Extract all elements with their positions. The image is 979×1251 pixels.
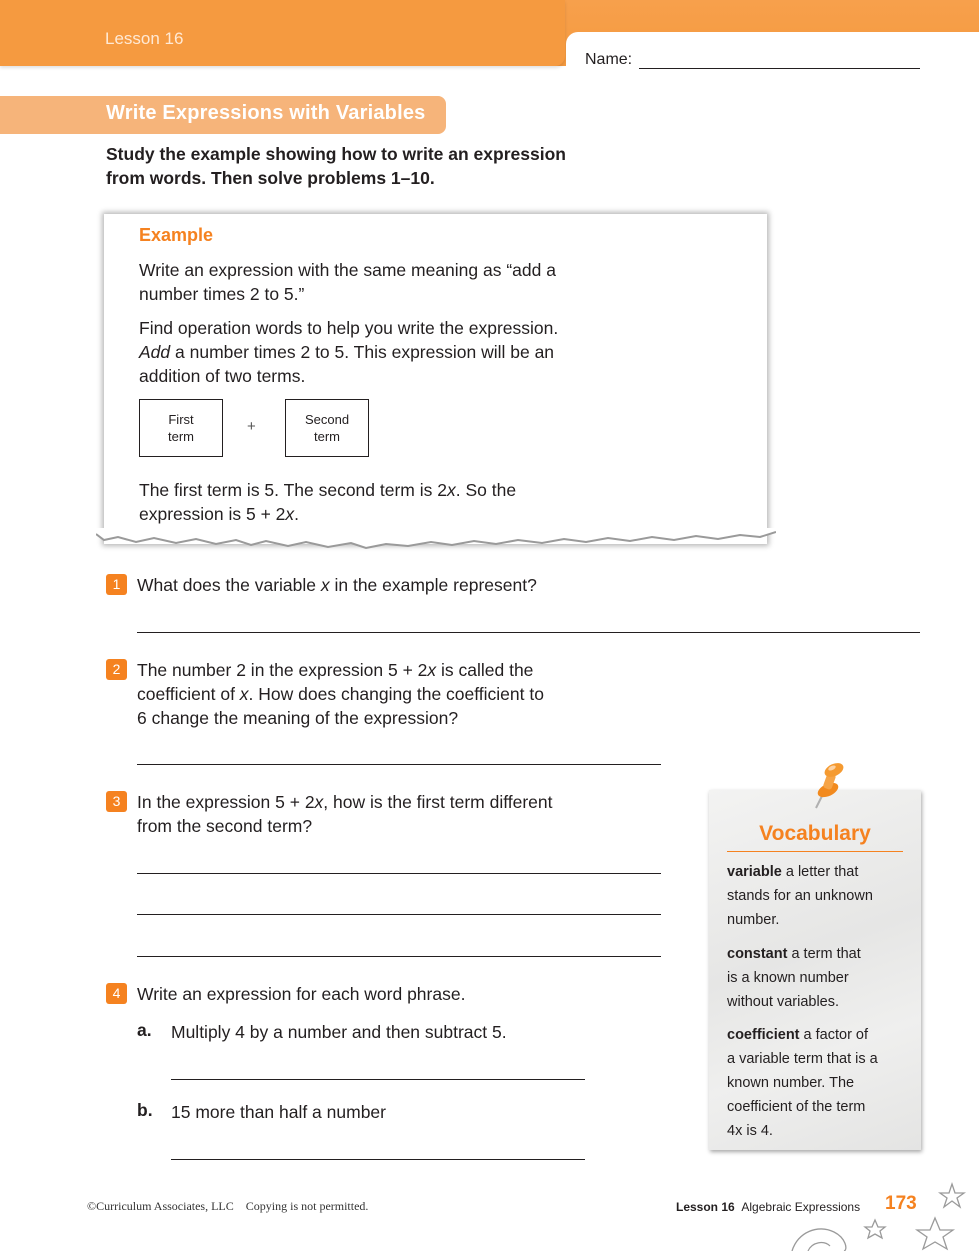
example-text-line: number times 2 to 5.” <box>139 284 305 304</box>
problem-text-line <box>137 682 544 706</box>
vocab-entry-constant <box>727 942 902 1014</box>
example-text-line <box>139 502 609 526</box>
vocabulary-title: Vocabulary <box>759 822 871 845</box>
vocab-line: coefficient of the term <box>727 1099 866 1115</box>
example-text-line: Write an expression with the same meaning as “add a <box>139 260 556 280</box>
text-span: in the example represent? <box>329 575 537 595</box>
vocab-line: number. <box>727 912 780 928</box>
vocab-line: is a known number <box>727 970 849 986</box>
problem-2-text <box>137 658 544 730</box>
vocab-line: stands for an unknown <box>727 888 873 904</box>
vocab-line: a variable term that is a <box>727 1051 878 1067</box>
text-span: . So the <box>455 480 517 500</box>
text-span: What does the variable <box>137 575 321 595</box>
page-number: 173 <box>885 1193 917 1214</box>
box-label: Second <box>304 412 350 427</box>
vocab-line <box>727 1023 902 1047</box>
instructions-line: Study the example showing how to write an expression <box>106 144 566 164</box>
lesson-tab <box>0 0 565 66</box>
vocab-text: a term that <box>787 946 861 962</box>
problem-text-line <box>137 790 553 814</box>
vocab-term: coefficient <box>727 1027 800 1043</box>
copyright-notice: ©Curriculum Associates, LLC Copying is not permitted. <box>87 1199 369 1213</box>
vocab-text: 4x <box>727 1123 743 1139</box>
vocab-text: is 4. <box>742 1123 773 1139</box>
vocab-term: constant <box>727 946 788 962</box>
problem-4-text: Write an expression for each word phrase. <box>137 984 466 1004</box>
variable-x: x <box>446 480 456 500</box>
example-text-span: a number times 2 to 5. This expression will be an <box>170 342 555 362</box>
vocab-text: a factor of <box>799 1027 869 1043</box>
example-label: Example <box>139 225 214 245</box>
name-field[interactable] <box>639 68 920 69</box>
box-label: term <box>168 429 194 444</box>
vocab-term: variable <box>727 864 782 880</box>
name-label: Name: <box>585 51 633 68</box>
answer-line[interactable] <box>137 956 661 957</box>
lesson-tag: Lesson 16 <box>105 29 184 48</box>
problem-text-line: from the second term? <box>137 816 313 836</box>
example-text-line: addition of two terms. <box>139 366 306 386</box>
text-span: The first term is 5. The second term is 2 <box>139 480 447 500</box>
vocab-line <box>727 860 902 884</box>
footer-lesson-number: Lesson 16 <box>676 1200 735 1214</box>
text-span: In the expression 5 + 2 <box>137 792 315 812</box>
answer-line[interactable] <box>137 632 920 633</box>
text-span: . <box>294 504 300 524</box>
vocab-entry-coefficient <box>727 1023 902 1143</box>
example-text-line <box>139 478 609 502</box>
text-span: , how is the first term different <box>323 792 553 812</box>
footer-lesson-title: Algebraic Expressions <box>741 1200 861 1214</box>
decorative-stars-icon <box>790 1180 979 1251</box>
box-label: First <box>168 412 194 427</box>
vocabulary-divider <box>727 851 903 852</box>
push-pin-icon <box>806 760 846 812</box>
text-span: . How does changing the coefficient to <box>248 684 544 704</box>
problem-text-line: 6 change the meaning of the expression? <box>137 708 459 728</box>
example-paragraph-1 <box>139 258 609 306</box>
torn-paper-edge <box>96 528 776 552</box>
answer-line[interactable] <box>137 914 661 915</box>
problem-number-badge: 3 <box>106 791 127 812</box>
variable-x: x <box>239 684 249 704</box>
problem-number-badge: 2 <box>106 659 127 680</box>
variable-x: x <box>285 504 295 524</box>
first-term-box <box>139 399 223 457</box>
part-letter: a. <box>137 1020 152 1040</box>
vocab-line <box>727 1119 902 1143</box>
text-span: expression is 5 + 2 <box>139 504 286 524</box>
problem-1-text <box>137 573 537 597</box>
problem-3-text <box>137 790 553 838</box>
vocab-line: known number. The <box>727 1075 855 1091</box>
part-letter: b. <box>137 1100 153 1120</box>
vocab-line: without variables. <box>727 994 840 1010</box>
variable-x: x <box>320 575 330 595</box>
part-a-text: Multiply 4 by a number and then subtract 5. <box>171 1022 507 1042</box>
example-text-line: Find operation words to help you write the expression. <box>139 318 559 338</box>
section-title: Write Expressions with Variables <box>106 102 426 124</box>
example-text-line <box>139 340 609 364</box>
second-term-box <box>285 399 369 457</box>
plus-sign: + <box>247 418 256 435</box>
instructions-line: from words. Then solve problems 1–10. <box>106 168 435 188</box>
vocab-line <box>727 942 902 966</box>
variable-x: x <box>314 792 324 812</box>
answer-line[interactable] <box>137 873 661 874</box>
text-span: coefficient of <box>137 684 240 704</box>
variable-x: x <box>427 660 437 680</box>
vocab-entry-variable <box>727 860 902 932</box>
box-label: term <box>314 429 340 444</box>
example-paragraph-2 <box>139 316 609 388</box>
text-span: is called the <box>436 660 534 680</box>
answer-line[interactable] <box>137 764 661 765</box>
problem-number-badge: 4 <box>106 983 127 1004</box>
problem-number-badge: 1 <box>106 574 127 595</box>
example-conclusion <box>139 478 609 526</box>
vocab-text: a letter that <box>781 864 859 880</box>
instructions <box>106 142 626 190</box>
answer-line[interactable] <box>171 1159 585 1160</box>
part-b-text: 15 more than half a number <box>171 1102 386 1122</box>
text-span: The number 2 in the expression 5 + 2 <box>137 660 428 680</box>
problem-text-line <box>137 658 544 682</box>
emphasis-add: Add <box>139 342 171 362</box>
answer-line[interactable] <box>171 1079 585 1080</box>
